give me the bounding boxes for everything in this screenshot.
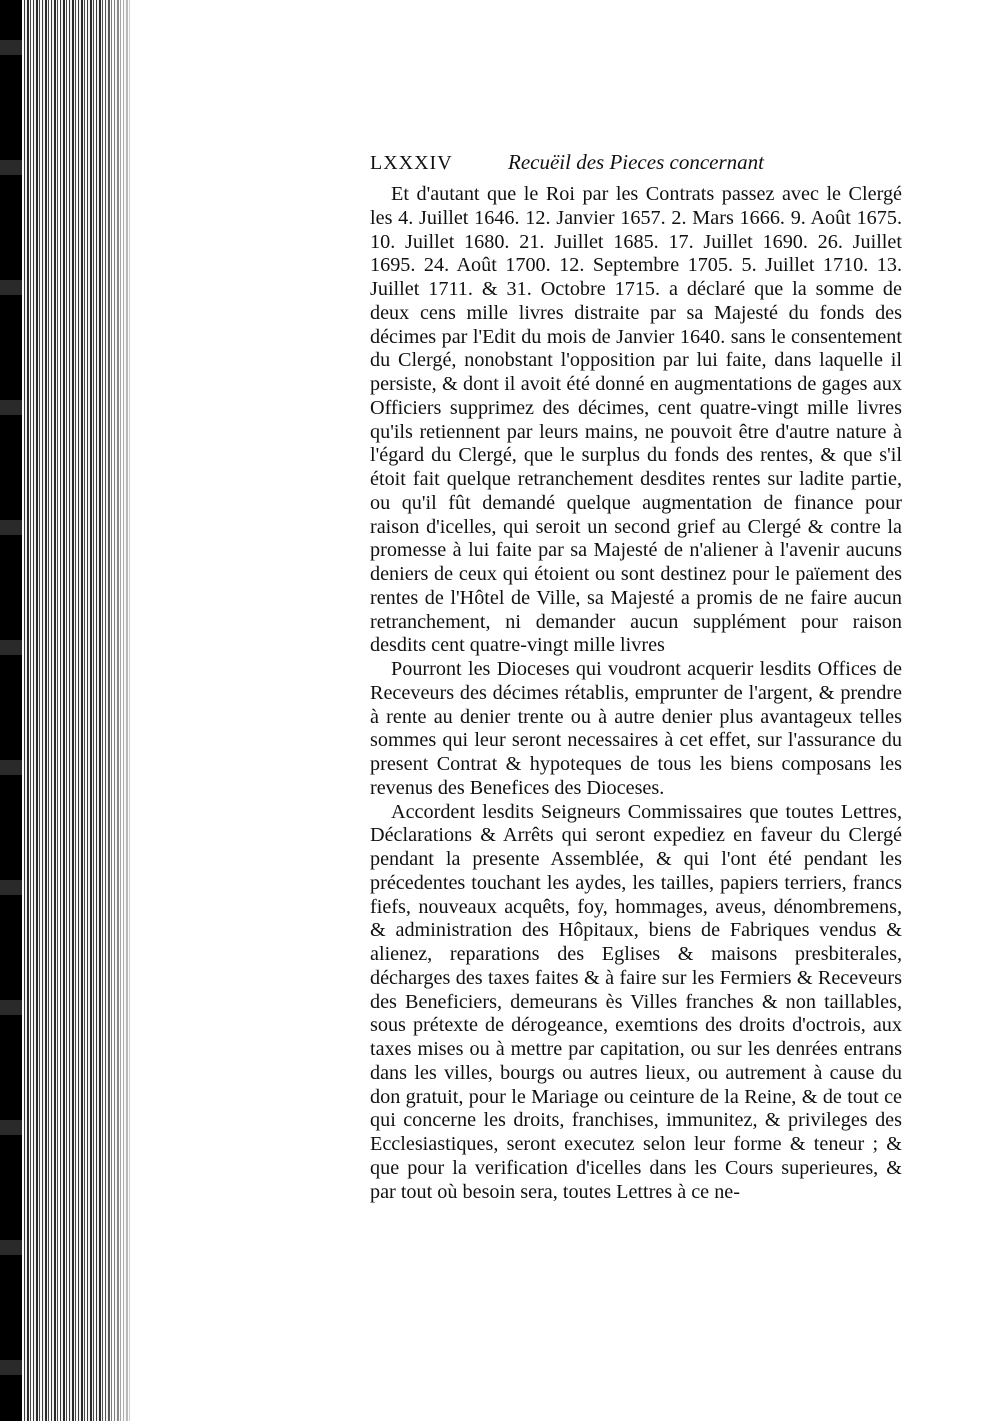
paragraph: Accordent lesdits Seigneurs Commissaires que toutes Lettres, Déclarations & Arrêts qui seront expediez en faveur du Clergé pendant la presente Assemblée, & qui l'ont été pendant les précedentes touchant les aydes, les tailles, papiers terriers, francs fiefs, nouveaux acquêts, foy, hommages, aveus, dénombremens, & administration des Hôpitaux, biens de Fabriques vendus & alienez, reparations des Eglises & maisons presbiterales, décharges des taxes faites & à faire sur les Fermiers & Receveurs des Beneficiers, demeurans ès Villes franches & non taillables, sous prétexte de dérogeance, exemtions des droits d'octrois, aux taxes mises ou à mettre par capitation, ou sur les denrées entrans dans les villes, bourgs ou autres lieux, ou autrement à cause du don gratuit, pour le Mariage ou ceinture de la Reine, & de tout ce qui concerne les droits, franchises, immunitez, & privileges des Ecclesiastiques, seront executez selon leur forme & teneur ; & que pour la verification d'icelles dans les Cours superieures, & par tout où besoin sera, toutes Lettres à ce ne- [370,800,902,1203]
paragraph: Pourront les Dioceses qui voudront acquerir lesdits Offices de Receveurs des décimes rétablis, emprunter de l'argent, & prendre à rente au denier trente ou à autre denier plus avantageux telles sommes qui leur seront necessaires à cet effet, sur l'assurance du present Contrat & hypoteques de tous les biens composans les revenus des Benefices des Dioceses. [370,658,902,799]
running-title: Recuëil des Pieces concernant [508,150,764,174]
gutter-fade [100,0,140,1421]
folio-number: LXXXIV [370,152,453,174]
paragraph: Et d'autant que le Roi par les Contrats passez avec le Clergé les 4. Juillet 1646. 12. Janvier 1657. 2. Mars 1666. 9. Août 1675. 10. Juillet 1680. 21. Juillet 1685. 17. Juillet 1690. 26. Juillet 1695. 24. Août 1700. 12. Septembre 1705. 5. Juillet 1710. 13. Juillet 1711. & 31. Octobre 1715. a déclaré que la somme de deux cens mille livres distraite par sa Majesté du fonds des décimes par l'Edit du mois de Janvier 1640. sans le consentement du Clergé, nonobstant l'opposition par lui faite, dans laquelle il persiste, & dont il avoit été donné en augmentations de gages aux Officiers supprimez des décimes, cent quatre-vingt mille livres qu'ils retiennent par leurs mains, ne pouvoit être d'autre nature à l'égard du Clergé, que le surplus du fonds des rentes, & que s'il étoit fait quelque retranchement desdites rentes sur ladite partie, ou qu'il fût demandé quelque augmentation de finance pour raison d'icelles, qui seroit un second grief au Clergé & contre la promesse à lui faite par sa Majesté de n'aliener à l'avenir aucuns deniers de ceux qui étoient ou sont destinez pour le païement des rentes de l'Hôtel de Ville, sa Majesté a promis de ne faire aucun retranchement, ni demander aucun supplément pour raison desdits cent quatre-vingt mille livres [370,183,902,657]
body-text [370,183,902,1204]
binding-edge [0,0,22,1421]
page-header [370,152,820,182]
